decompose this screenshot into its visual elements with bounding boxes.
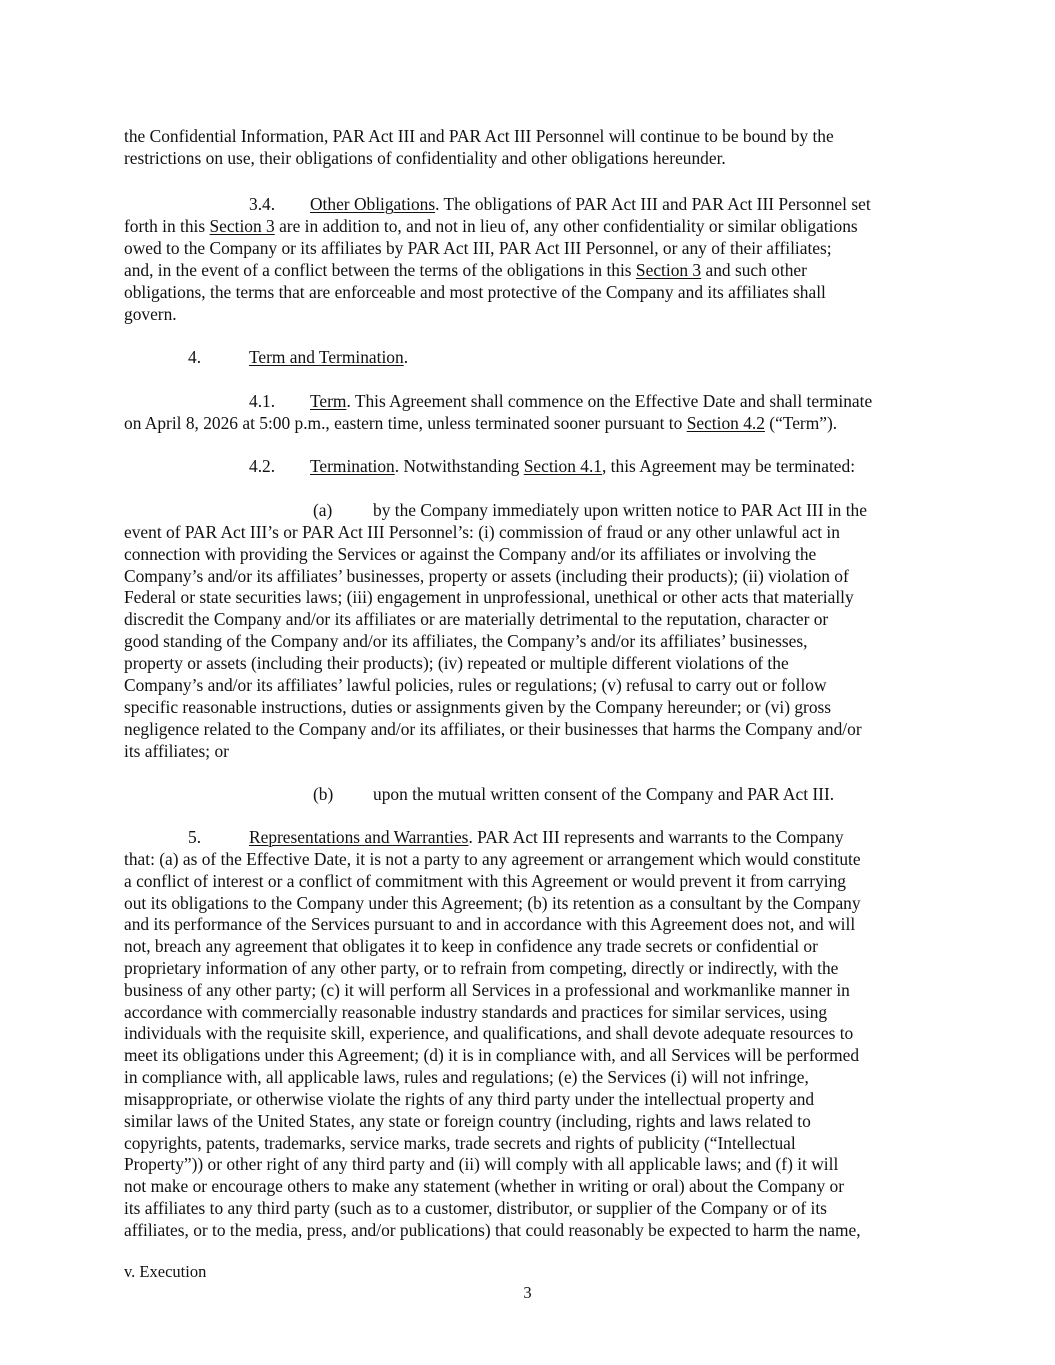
- clause-label: (a): [313, 500, 333, 520]
- paragraph-line: that: (a) as of the Effective Date, it is not a party to any agreement or arrangement which would constitute: [124, 849, 861, 869]
- paragraph-line: business of any other party; (c) it will perform all Services in a professional and workmanlike manner in: [124, 980, 850, 1000]
- section-heading: Representations and Warranties: [249, 827, 469, 847]
- section-number: 4.2.: [249, 456, 276, 476]
- paragraph-line: obligations, the terms that are enforceable and most protective of the Company and its affiliates shall: [124, 282, 826, 302]
- section-heading: Other Obligations: [310, 194, 436, 214]
- paragraph-line: not make or encourage others to make any statement (whether in writing or oral) about the Company or: [124, 1176, 845, 1196]
- section-heading: Term and Termination: [249, 347, 404, 367]
- section-heading: Termination: [310, 456, 395, 476]
- section-number: 4.: [188, 347, 202, 367]
- section-number: 3.4.: [249, 194, 276, 214]
- section-text: . Notwithstanding: [394, 456, 524, 476]
- paragraph-line: negligence related to the Company and/or its affiliates, or their businesses that harms the Company and/or: [124, 719, 862, 739]
- paragraph-line: property or assets (including their products); (iv) repeated or multiple different violations of the: [124, 653, 789, 673]
- section-text: on April 8, 2026 at 5:00 p.m., eastern time, unless terminated sooner pursuant to: [124, 413, 687, 433]
- paragraph-line: not, breach any agreement that obligates it to keep in confidence any trade secrets or confidential or: [124, 936, 818, 956]
- paragraph-line: owed to the Company or its affiliates by PAR Act III, PAR Act III Personnel, or any of their affiliates;: [124, 238, 832, 258]
- section-3-4-line-4: [124, 259, 807, 281]
- paragraph-line: and its performance of the Services pursuant to and in accordance with this Agreement does not, and will: [124, 914, 856, 934]
- paragraph-line: misappropriate, or otherwise violate the rights of any third party under the intellectual property and: [124, 1089, 815, 1109]
- section-number: 4.1.: [249, 391, 276, 411]
- paragraph-line: good standing of the Company and/or its affiliates, the Company’s and/or its affiliates’ businesses,: [124, 631, 808, 651]
- paragraph-line: connection with providing the Services or against the Company and/or its affiliates or involving the: [124, 544, 817, 564]
- clause-label: (b): [313, 784, 334, 804]
- paragraph-line: govern.: [124, 304, 177, 324]
- section-3-4-line-2: [124, 215, 858, 237]
- footer-version: v. Execution: [124, 1262, 207, 1281]
- paragraph-line: specific reasonable instructions, duties or assignments given by the Company hereunder; or (vi) gross: [124, 697, 832, 717]
- section-text: . The obligations of PAR Act III and PAR Act III Personnel set: [435, 194, 871, 214]
- section-text: and such other: [701, 260, 807, 280]
- paragraph-line: restrictions on use, their obligations of confidentiality and other obligations hereunder.: [124, 148, 726, 168]
- paragraph-line: similar laws of the United States, any state or foreign country (including, rights and laws related to: [124, 1111, 811, 1131]
- section-text: are in addition to, and not in lieu of, any other confidentiality or similar obligations: [274, 216, 858, 236]
- section-reference: Section 3: [635, 260, 702, 280]
- section-text: and, in the event of a conflict between the terms of the obligations in this: [124, 260, 636, 280]
- paragraph-line: individuals with the requisite skill, experience, and qualifications, and shall devote adequate resources to: [124, 1023, 854, 1043]
- clause-text: upon the mutual written consent of the Company and PAR Act III.: [373, 784, 835, 804]
- paragraph-line: Company’s and/or its affiliates’ businesses, property or assets (including their products); (ii) violation of: [124, 566, 849, 586]
- paragraph-line: Federal or state securities laws; (iii) engagement in unprofessional, unethical or other acts that materially: [124, 587, 854, 607]
- section-4-1-line-2: [124, 412, 837, 434]
- section-text: (“Term”).: [764, 413, 838, 433]
- section-reference: Section 3: [209, 216, 275, 236]
- paragraph-line: in compliance with, all applicable laws, rules and regulations; (e) the Services (i) will not infringe,: [124, 1067, 809, 1087]
- section-reference: Section 4.1: [523, 456, 602, 476]
- paragraph-line: Company’s and/or its affiliates’ lawful policies, rules or regulations; (v) refusal to carry out or follow: [124, 675, 827, 695]
- paragraph-line: copyrights, patents, trademarks, service marks, trade secrets and rights of publicity (“Intellectual: [124, 1133, 796, 1153]
- paragraph-line: meet its obligations under this Agreement; (d) it is in compliance with, and all Services will be performed: [124, 1045, 860, 1065]
- section-number: 5.: [188, 827, 202, 847]
- paragraph-line: its affiliates to any third party (such as to a customer, distributor, or supplier of the Company or of its: [124, 1198, 827, 1218]
- section-heading: Term: [310, 391, 347, 411]
- paragraph-line: out its obligations to the Company under this Agreement; (b) its retention as a consultant by the Company: [124, 893, 861, 913]
- paragraph-line: the Confidential Information, PAR Act III and PAR Act III Personnel will continue to be bound by the: [124, 126, 834, 146]
- paragraph-line: Property”)) or other right of any third party and (ii) will comply with all applicable laws; and (f) it will: [124, 1154, 839, 1174]
- paragraph-line: its affiliates; or: [124, 741, 229, 761]
- paragraph-line: a conflict of interest or a conflict of commitment with this Agreement or would prevent it from carrying: [124, 871, 846, 891]
- section-text: , this Agreement may be terminated:: [601, 456, 856, 476]
- paragraph-line: affiliates, or to the media, press, and/or publications) that could reasonably be expected to harm the name,: [124, 1220, 861, 1240]
- paragraph-line: accordance with commercially reasonable industry standards and practices for similar services, using: [124, 1002, 828, 1022]
- paragraph-line: proprietary information of any other party, or to refrain from competing, directly or indirectly, with the: [124, 958, 839, 978]
- paragraph-line: event of PAR Act III’s or PAR Act III Personnel’s: (i) commission of fraud or any other unlawful act in: [124, 522, 840, 542]
- section-reference: Section 4.2: [686, 413, 765, 433]
- section-text: . This Agreement shall commence on the Effective Date and shall terminate: [346, 391, 873, 411]
- clause-text: by the Company immediately upon written notice to PAR Act III in the: [373, 500, 867, 520]
- section-text: . PAR Act III represents and warrants to the Company: [468, 827, 844, 847]
- paragraph-line: discredit the Company and/or its affiliates or are materially detrimental to the reputation, character or: [124, 609, 829, 629]
- section-text: forth in this: [124, 216, 210, 236]
- section-text: .: [403, 347, 409, 367]
- page-number: 3: [523, 1283, 532, 1302]
